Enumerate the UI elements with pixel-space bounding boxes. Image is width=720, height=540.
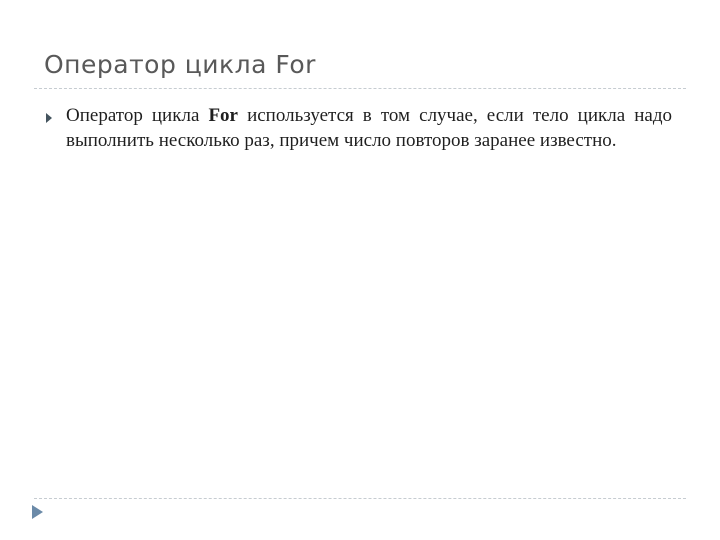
bullet-triangle-icon — [46, 113, 52, 123]
slide-title: Оператор цикла For — [44, 50, 316, 79]
next-slide-arrow-icon[interactable] — [32, 505, 43, 519]
title-divider — [34, 88, 686, 89]
bullet-keyword: For — [208, 105, 238, 126]
bullet-text — [66, 103, 672, 153]
bullet-text-end: используется в том случае, если тело цикла надо выполнить несколько раз, причем число повторов заранее известно. — [66, 105, 672, 151]
bullet-text-start: Оператор цикла — [66, 105, 209, 126]
footer-divider — [34, 498, 686, 499]
